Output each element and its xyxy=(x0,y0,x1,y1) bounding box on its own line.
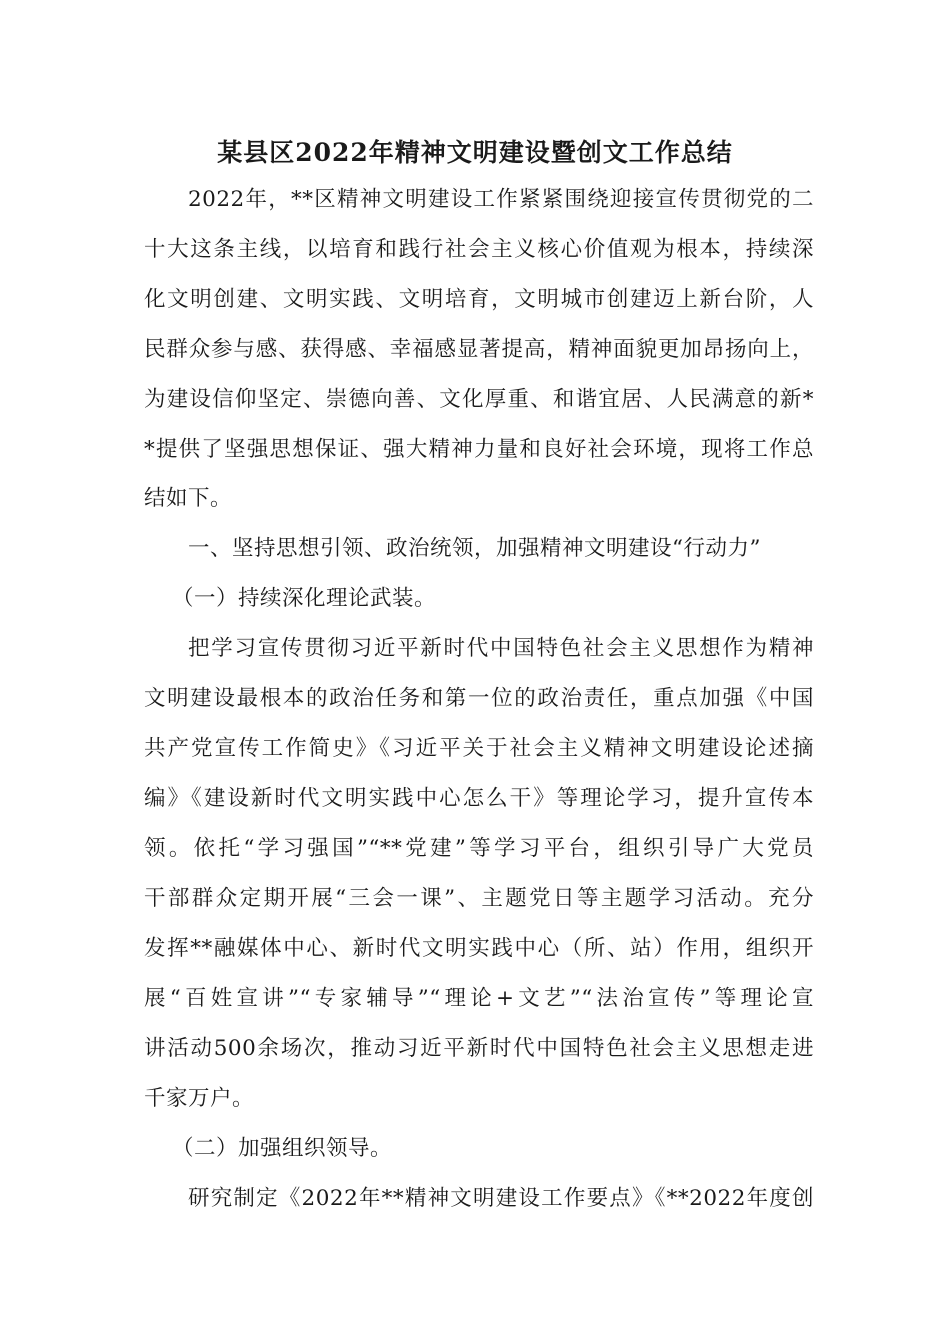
paragraph-line: 展“百姓宣讲”“专家辅导”“理论+文艺”“法治宣传”等理论宣 xyxy=(144,986,814,1011)
paragraph-line: 讲活动500余场次，推动习近平新时代中国特色社会主义思想走进 xyxy=(144,1036,814,1061)
paragraph-line: 2022年，**区精神文明建设工作紧紧围绕迎接宣传贯彻党的二 xyxy=(188,187,814,212)
document-title: 某县区2022年精神文明建设暨创文工作总结 xyxy=(217,138,733,167)
section-heading: 一、坚持思想引领、政治统领，加强精神文明建设“行动力” xyxy=(188,536,761,561)
paragraph-line: 研究制定《2022年**精神文明建设工作要点》《**2022年度创 xyxy=(188,1186,814,1211)
paragraph-line: 共产党宣传工作简史》《习近平关于社会主义精神文明建设论述摘 xyxy=(144,736,814,761)
paragraph-line: 领。依托“学习强国”“**党建”等学习平台，组织引导广大党员 xyxy=(144,836,814,861)
paragraph-line: *提供了坚强思想保证、强大精神力量和良好社会环境，现将工作总 xyxy=(144,437,814,462)
paragraph-line: 发挥**融媒体中心、新时代文明实践中心（所、站）作用，组织开 xyxy=(144,936,814,961)
paragraph-line: 把学习宣传贯彻习近平新时代中国特色社会主义思想作为精神 xyxy=(188,636,814,661)
paragraph-line: 结如下。 xyxy=(144,486,233,511)
subsection-heading: （一）持续深化理论武装。 xyxy=(172,586,437,611)
paragraph-line: 编》《建设新时代文明实践中心怎么干》等理论学习，提升宣传本 xyxy=(144,786,814,811)
subsection-heading: （二）加强组织领导。 xyxy=(172,1136,393,1161)
paragraph-line: 十大这条主线，以培育和践行社会主义核心价值观为根本，持续深 xyxy=(144,237,814,262)
paragraph-line: 为建设信仰坚定、崇德向善、文化厚重、和谐宜居、人民满意的新* xyxy=(144,387,814,412)
paragraph-line: 化文明创建、文明实践、文明培育，文明城市创建迈上新台阶，人 xyxy=(144,287,814,312)
paragraph-line: 民群众参与感、获得感、幸福感显著提高，精神面貌更加昂扬向上， xyxy=(144,337,814,362)
paragraph-line: 文明建设最根本的政治任务和第一位的政治责任，重点加强《中国 xyxy=(144,686,814,711)
paragraph-line: 千家万户。 xyxy=(144,1086,255,1111)
paragraph-line: 干部群众定期开展“三会一课”、主题党日等主题学习活动。充分 xyxy=(144,886,814,911)
